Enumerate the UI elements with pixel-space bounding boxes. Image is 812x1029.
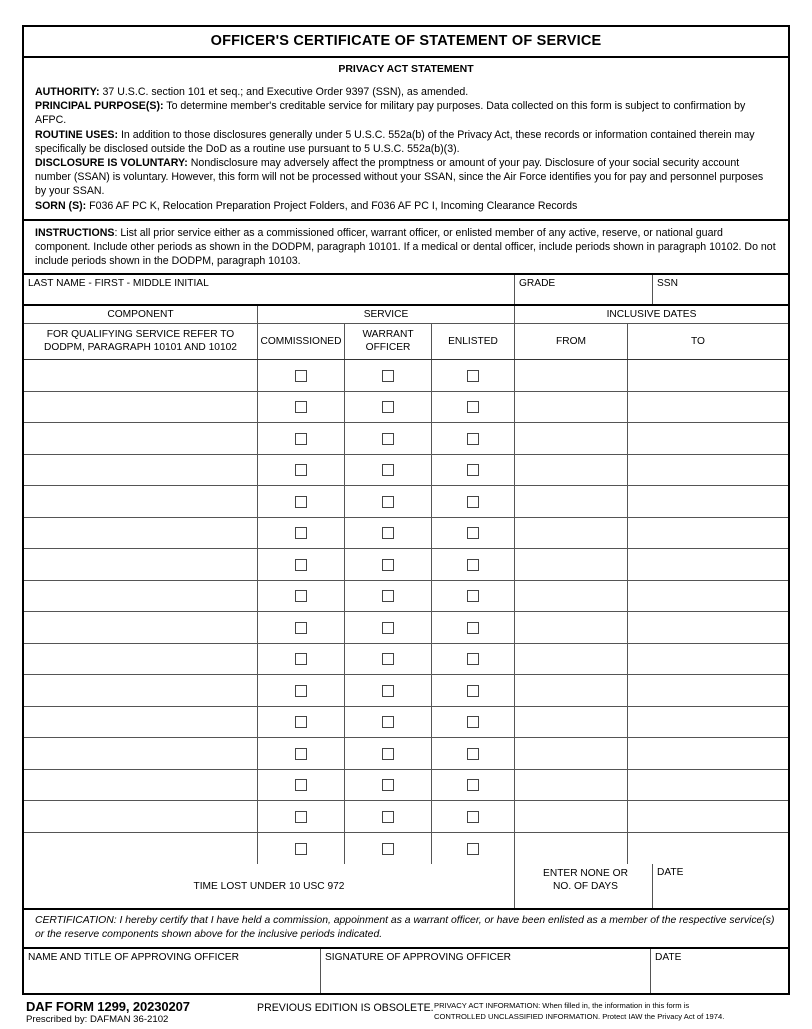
row-warrant-officer-checkbox-cell[interactable] [344, 833, 431, 865]
row-from-date-field-value [515, 563, 519, 566]
table-row [24, 518, 788, 550]
row-to-date-field[interactable] [627, 392, 768, 423]
row-from-date-field-value [515, 784, 519, 787]
row-from-date-field-value [515, 626, 519, 629]
table-row [24, 707, 788, 739]
row-from-date-field-value [515, 532, 519, 535]
row-to-date-field[interactable] [627, 707, 768, 738]
row-commissioned-checkbox-cell[interactable] [257, 833, 344, 865]
row-from-date-field[interactable] [514, 833, 627, 865]
sub-header-to: TO [627, 324, 768, 359]
row-component-field[interactable] [24, 581, 257, 612]
instructions-text: : List all prior service either as a commissioned officer, warrant officer, or enlisted member of any active, reserve, or national guard component. Include other periods as shown in the DODPM, paragraph 10101. If a medical or dental officer, include periods shown in paragraph 10102. Do not include periods shown in the DODPM, paragraph 10103. [35, 226, 776, 268]
table-row [24, 801, 788, 833]
row-warrant-officer-checkbox[interactable] [382, 716, 394, 728]
row-to-date-field-value [628, 658, 632, 661]
row-enlisted-checkbox[interactable] [467, 496, 479, 508]
approving-officer-date-field[interactable] [650, 949, 788, 993]
row-to-date-field[interactable] [627, 486, 768, 517]
row-component-field[interactable] [24, 738, 257, 769]
row-component-value [24, 626, 28, 629]
row-warrant-officer-checkbox[interactable] [382, 496, 394, 508]
row-enlisted-checkbox-cell[interactable] [431, 770, 514, 801]
row-from-date-field-value [515, 815, 519, 818]
row-commissioned-checkbox-cell[interactable] [257, 423, 344, 454]
row-to-date-field-value [628, 563, 632, 566]
row-from-date-field[interactable] [514, 581, 627, 612]
row-enlisted-checkbox-cell[interactable] [431, 612, 514, 643]
table-row [24, 833, 788, 865]
warrant-line-2: OFFICER [365, 341, 411, 353]
row-warrant-officer-checkbox[interactable] [382, 433, 394, 445]
row-to-date-field-value [628, 374, 632, 377]
privacy-disclosure-paragraph [35, 156, 777, 199]
footer-privacy-line-2: CONTROLLED UNCLASSIFIED INFORMATION. Protect IAW the Privacy Act of 1974. [434, 1012, 725, 1022]
row-enlisted-checkbox[interactable] [467, 527, 479, 539]
signature-row [24, 949, 788, 993]
privacy-routine-text: In addition to those disclosures generally under 5 U.S.C. 552a(b) of the Privacy Act, these records or information contained therein may specifically be disclosed outside the DoD as a routine use pursuant to 5 U.S.C. 552a(b)(3). [35, 128, 755, 155]
row-from-date-field[interactable] [514, 486, 627, 517]
row-from-date-field[interactable] [514, 738, 627, 769]
row-component-field[interactable] [24, 770, 257, 801]
grade-label: GRADE [519, 278, 556, 290]
row-commissioned-checkbox-cell[interactable] [257, 360, 344, 391]
row-commissioned-checkbox[interactable] [295, 401, 307, 413]
grade-field[interactable] [514, 275, 652, 304]
table-row [24, 738, 788, 770]
row-component-value [24, 437, 28, 440]
row-commissioned-checkbox-cell[interactable] [257, 675, 344, 706]
row-commissioned-checkbox-cell[interactable] [257, 518, 344, 549]
row-commissioned-checkbox[interactable] [295, 843, 307, 855]
approving-officer-signature-label: SIGNATURE OF APPROVING OFFICER [325, 952, 512, 964]
approving-officer-name-label: NAME AND TITLE OF APPROVING OFFICER [28, 952, 239, 964]
row-component-value [24, 658, 28, 661]
privacy-purpose-paragraph [35, 99, 777, 127]
row-to-date-field[interactable] [627, 644, 768, 675]
table-row [24, 392, 788, 424]
privacy-purpose-label: PRINCIPAL PURPOSE(S): [35, 100, 164, 113]
row-enlisted-checkbox[interactable] [467, 685, 479, 697]
row-component-value [24, 374, 28, 377]
row-to-date-field[interactable] [627, 770, 768, 801]
row-component-value [24, 752, 28, 755]
row-to-date-field-value [628, 532, 632, 535]
row-from-date-field-value [515, 752, 519, 755]
row-enlisted-checkbox[interactable] [467, 716, 479, 728]
service-table-body [24, 360, 788, 864]
row-commissioned-checkbox-cell[interactable] [257, 770, 344, 801]
row-commissioned-checkbox-cell[interactable] [257, 738, 344, 769]
row-component-field[interactable] [24, 392, 257, 423]
table-row [24, 581, 788, 613]
time-lost-label-cell [24, 864, 514, 908]
row-enlisted-checkbox-cell[interactable] [431, 833, 514, 865]
days-label-line-2: NO. OF DAYS [553, 880, 618, 892]
row-component-value [24, 815, 28, 818]
row-component-value [24, 847, 28, 850]
row-enlisted-checkbox[interactable] [467, 370, 479, 382]
row-from-date-field[interactable] [514, 549, 627, 580]
row-enlisted-checkbox[interactable] [467, 559, 479, 571]
row-commissioned-checkbox-cell[interactable] [257, 612, 344, 643]
privacy-disclosure-text: Nondisclosure may adversely affect the promptness or amount of your pay. Disclosure of your social security account number (SSAN) is voluntary. However, this form will not be processed without your SSAN, since the Air Force identifies you for pay and personnel purposes by your SSAN. [35, 157, 764, 198]
row-warrant-officer-checkbox-cell[interactable] [344, 770, 431, 801]
qualifying-line-1: FOR QUALIFYING SERVICE REFER TO [46, 329, 235, 341]
privacy-authority-label: AUTHORITY: [35, 86, 100, 98]
row-component-field[interactable] [24, 423, 257, 454]
row-warrant-officer-checkbox-cell[interactable] [344, 549, 431, 580]
row-from-date-field[interactable] [514, 644, 627, 675]
row-enlisted-checkbox-cell[interactable] [431, 707, 514, 738]
sub-header-from: FROM [514, 324, 627, 359]
row-component-value [24, 689, 28, 692]
row-enlisted-checkbox[interactable] [467, 779, 479, 791]
row-enlisted-checkbox[interactable] [467, 590, 479, 602]
row-commissioned-checkbox-cell[interactable] [257, 549, 344, 580]
row-commissioned-checkbox[interactable] [295, 685, 307, 697]
privacy-purpose-text: To determine member's creditable service for military pay purposes. Data collected on this form is subject to confirmation by AFPC. [35, 100, 746, 127]
form-frame [22, 25, 790, 995]
footer-form-number: DAF FORM 1299, 20230207 [26, 999, 190, 1015]
row-enlisted-checkbox-cell[interactable] [431, 801, 514, 832]
sub-header-qualifying-service [24, 324, 257, 359]
row-to-date-field-value [628, 595, 632, 598]
row-from-date-field[interactable] [514, 518, 627, 549]
days-label-line-1: ENTER NONE OR [543, 868, 628, 880]
row-enlisted-checkbox-cell[interactable] [431, 644, 514, 675]
ssn-field[interactable] [652, 275, 788, 304]
row-warrant-officer-checkbox[interactable] [382, 779, 394, 791]
row-commissioned-checkbox-cell[interactable] [257, 644, 344, 675]
row-commissioned-checkbox[interactable] [295, 559, 307, 571]
row-component-value [24, 721, 28, 724]
row-enlisted-checkbox-cell[interactable] [431, 392, 514, 423]
footer-privacy-line-1: PRIVACY ACT INFORMATION: When filled in, the information in this form is [434, 1001, 690, 1011]
row-commissioned-checkbox[interactable] [295, 433, 307, 445]
time-lost-date-label: DATE [657, 867, 684, 879]
row-to-date-field-value [628, 406, 632, 409]
row-component-field[interactable] [24, 801, 257, 832]
sub-header-commissioned: COMMISSIONED [257, 324, 344, 359]
row-component-field[interactable] [24, 549, 257, 580]
row-component-field[interactable] [24, 644, 257, 675]
row-enlisted-checkbox[interactable] [467, 433, 479, 445]
row-component-value [24, 532, 28, 535]
row-from-date-field[interactable] [514, 360, 627, 391]
row-commissioned-checkbox[interactable] [295, 464, 307, 476]
row-component-value [24, 406, 28, 409]
row-from-date-field-value [515, 847, 519, 850]
row-warrant-officer-checkbox-cell[interactable] [344, 675, 431, 706]
row-from-date-field[interactable] [514, 392, 627, 423]
row-warrant-officer-checkbox-cell[interactable] [344, 486, 431, 517]
row-from-date-field-value [515, 500, 519, 503]
certification-section [24, 910, 788, 949]
row-to-date-field[interactable] [627, 360, 768, 391]
row-to-date-field-value [628, 437, 632, 440]
row-warrant-officer-checkbox[interactable] [382, 401, 394, 413]
row-commissioned-checkbox[interactable] [295, 527, 307, 539]
table-row [24, 644, 788, 676]
privacy-sorn-label: SORN (S): [35, 199, 87, 212]
row-to-date-field[interactable] [627, 549, 768, 580]
row-to-date-field-value [628, 689, 632, 692]
row-warrant-officer-checkbox-cell[interactable] [344, 644, 431, 675]
privacy-authority-text: 37 U.S.C. section 101 et seq.; and Executive Order 9397 (SSN), as amended. [99, 86, 469, 98]
row-to-date-field[interactable] [627, 455, 768, 486]
row-to-date-field[interactable] [627, 738, 768, 769]
row-component-field[interactable] [24, 455, 257, 486]
privacy-act-heading: PRIVACY ACT STATEMENT [338, 63, 474, 75]
row-commissioned-checkbox[interactable] [295, 622, 307, 634]
row-enlisted-checkbox-cell[interactable] [431, 486, 514, 517]
row-enlisted-checkbox-cell[interactable] [431, 360, 514, 391]
row-warrant-officer-checkbox[interactable] [382, 370, 394, 382]
time-lost-label: TIME LOST UNDER 10 USC 972 [193, 880, 345, 892]
privacy-disclosure-label: DISCLOSURE IS VOLUNTARY: [35, 157, 188, 170]
row-commissioned-checkbox[interactable] [295, 370, 307, 382]
table-group-header-row [24, 306, 788, 324]
row-warrant-officer-checkbox[interactable] [382, 559, 394, 571]
table-row [24, 423, 788, 455]
row-from-date-field[interactable] [514, 423, 627, 454]
row-warrant-officer-checkbox-cell[interactable] [344, 518, 431, 549]
row-enlisted-checkbox-cell[interactable] [431, 423, 514, 454]
row-enlisted-checkbox-cell[interactable] [431, 738, 514, 769]
table-row [24, 360, 788, 392]
time-lost-days-label [515, 864, 652, 893]
row-warrant-officer-checkbox-cell[interactable] [344, 801, 431, 832]
row-component-field[interactable] [24, 833, 257, 865]
row-warrant-officer-checkbox-cell[interactable] [344, 455, 431, 486]
row-from-date-field-value [515, 374, 519, 377]
row-component-value [24, 784, 28, 787]
last-name-label: LAST NAME - FIRST - MIDDLE INITIAL [28, 278, 209, 290]
row-enlisted-checkbox[interactable] [467, 401, 479, 413]
footer-prescribed-by: Prescribed by: DAFMAN 36-2102 [26, 1014, 169, 1026]
row-from-date-field[interactable] [514, 801, 627, 832]
row-from-date-field[interactable] [514, 455, 627, 486]
sub-header-enlisted: ENLISTED [431, 324, 514, 359]
row-component-field[interactable] [24, 707, 257, 738]
time-lost-row [24, 864, 788, 910]
row-enlisted-checkbox[interactable] [467, 811, 479, 823]
row-warrant-officer-checkbox[interactable] [382, 590, 394, 602]
privacy-sorn-paragraph [35, 199, 777, 213]
row-commissioned-checkbox-cell[interactable] [257, 455, 344, 486]
row-from-date-field-value [515, 469, 519, 472]
row-warrant-officer-checkbox[interactable] [382, 748, 394, 760]
row-warrant-officer-checkbox[interactable] [382, 811, 394, 823]
row-warrant-officer-checkbox[interactable] [382, 685, 394, 697]
row-to-date-field-value [628, 847, 632, 850]
time-lost-date-field[interactable] [652, 864, 788, 908]
row-enlisted-checkbox[interactable] [467, 464, 479, 476]
instructions-section [24, 221, 788, 276]
row-commissioned-checkbox-cell[interactable] [257, 707, 344, 738]
warrant-line-1: WARRANT [362, 329, 414, 341]
form-title: OFFICER'S CERTIFICATE OF STATEMENT OF SERVICE [24, 27, 788, 58]
row-to-date-field-value [628, 469, 632, 472]
row-warrant-officer-checkbox[interactable] [382, 843, 394, 855]
table-row [24, 675, 788, 707]
approving-officer-name-field[interactable] [24, 949, 320, 993]
row-warrant-officer-checkbox[interactable] [382, 622, 394, 634]
row-to-date-field[interactable] [627, 423, 768, 454]
row-warrant-officer-checkbox-cell[interactable] [344, 360, 431, 391]
row-to-date-field-value [628, 626, 632, 629]
row-enlisted-checkbox-cell[interactable] [431, 581, 514, 612]
row-component-value [24, 595, 28, 598]
row-enlisted-checkbox[interactable] [467, 748, 479, 760]
row-from-date-field-value [515, 437, 519, 440]
privacy-act-body [24, 85, 788, 213]
privacy-act-section [24, 58, 788, 221]
sub-header-warrant-officer [344, 324, 431, 359]
row-warrant-officer-checkbox-cell[interactable] [344, 392, 431, 423]
table-row [24, 549, 788, 581]
row-from-date-field-value [515, 658, 519, 661]
row-component-value [24, 500, 28, 503]
row-to-date-field-value [628, 815, 632, 818]
row-commissioned-checkbox[interactable] [295, 496, 307, 508]
row-warrant-officer-checkbox-cell[interactable] [344, 738, 431, 769]
group-header-service: SERVICE [257, 306, 514, 323]
row-enlisted-checkbox[interactable] [467, 653, 479, 665]
row-to-date-field-value [628, 784, 632, 787]
row-component-value [24, 469, 28, 472]
table-row [24, 612, 788, 644]
row-to-date-field-value [628, 500, 632, 503]
row-enlisted-checkbox[interactable] [467, 622, 479, 634]
row-to-date-field-value [628, 721, 632, 724]
row-warrant-officer-checkbox-cell[interactable] [344, 612, 431, 643]
row-to-date-field[interactable] [627, 801, 768, 832]
approving-officer-signature-field[interactable] [320, 949, 650, 993]
row-warrant-officer-checkbox-cell[interactable] [344, 707, 431, 738]
certification-label: CERTIFICATION: [35, 915, 117, 927]
table-sub-header-row [24, 324, 788, 360]
privacy-authority-paragraph [35, 85, 777, 99]
footer-privacy-act-information [434, 1000, 784, 1022]
privacy-routine-paragraph [35, 128, 777, 156]
table-row [24, 486, 788, 518]
row-commissioned-checkbox[interactable] [295, 590, 307, 602]
privacy-sorn-text: F036 AF PC K, Relocation Preparation Project Folders, and F036 AF PC I, Incoming Clearance Records [86, 199, 578, 212]
row-commissioned-checkbox-cell[interactable] [257, 486, 344, 517]
table-row [24, 770, 788, 802]
row-commissioned-checkbox-cell[interactable] [257, 581, 344, 612]
row-from-date-field-value [515, 595, 519, 598]
row-component-field[interactable] [24, 675, 257, 706]
group-header-inclusive-dates: INCLUSIVE DATES [514, 306, 788, 323]
ssn-label: SSN [657, 278, 678, 290]
row-from-date-field[interactable] [514, 770, 627, 801]
row-from-date-field-value [515, 406, 519, 409]
row-to-date-field[interactable] [627, 581, 768, 612]
qualifying-line-2: DODPM, PARAGRAPH 10101 AND 10102 [44, 341, 237, 353]
row-from-date-field-value [515, 721, 519, 724]
certification-text: I hereby certify that I have held a commission, appoinment as a warrant officer, or have been enlisted as a member of the respective service(s) or the reserve components shown above for the inclusive periods indicated. [35, 915, 775, 941]
last-name-field[interactable] [24, 275, 514, 304]
row-enlisted-checkbox-cell[interactable] [431, 675, 514, 706]
row-to-date-field[interactable] [627, 675, 768, 706]
row-commissioned-checkbox[interactable] [295, 716, 307, 728]
row-from-date-field[interactable] [514, 707, 627, 738]
row-from-date-field[interactable] [514, 675, 627, 706]
instructions-label: INSTRUCTIONS [35, 226, 115, 239]
row-enlisted-checkbox-cell[interactable] [431, 549, 514, 580]
privacy-routine-label: ROUTINE USES: [35, 128, 118, 141]
row-to-date-field[interactable] [627, 518, 768, 549]
row-commissioned-checkbox-cell[interactable] [257, 801, 344, 832]
row-component-field[interactable] [24, 518, 257, 549]
row-from-date-field[interactable] [514, 612, 627, 643]
row-warrant-officer-checkbox-cell[interactable] [344, 423, 431, 454]
row-from-date-field-value [515, 689, 519, 692]
row-commissioned-checkbox[interactable] [295, 811, 307, 823]
row-commissioned-checkbox[interactable] [295, 779, 307, 791]
table-row [24, 455, 788, 487]
row-to-date-field[interactable] [627, 612, 768, 643]
row-commissioned-checkbox[interactable] [295, 653, 307, 665]
row-warrant-officer-checkbox-cell[interactable] [344, 581, 431, 612]
row-enlisted-checkbox-cell[interactable] [431, 518, 514, 549]
approving-officer-date-label: DATE [655, 952, 682, 964]
row-warrant-officer-checkbox[interactable] [382, 653, 394, 665]
footer-previous-edition: PREVIOUS EDITION IS OBSOLETE. [257, 1002, 434, 1015]
identity-row [24, 275, 788, 306]
row-to-date-field[interactable] [627, 833, 768, 865]
row-enlisted-checkbox[interactable] [467, 843, 479, 855]
time-lost-days-field[interactable] [514, 864, 652, 908]
group-header-component: COMPONENT [107, 309, 174, 321]
row-to-date-field-value [628, 752, 632, 755]
row-commissioned-checkbox[interactable] [295, 748, 307, 760]
row-component-field[interactable] [24, 360, 257, 391]
row-warrant-officer-checkbox[interactable] [382, 464, 394, 476]
row-component-field[interactable] [24, 612, 257, 643]
row-component-value [24, 563, 28, 566]
row-component-field[interactable] [24, 486, 257, 517]
row-commissioned-checkbox-cell[interactable] [257, 392, 344, 423]
row-enlisted-checkbox-cell[interactable] [431, 455, 514, 486]
row-warrant-officer-checkbox[interactable] [382, 527, 394, 539]
